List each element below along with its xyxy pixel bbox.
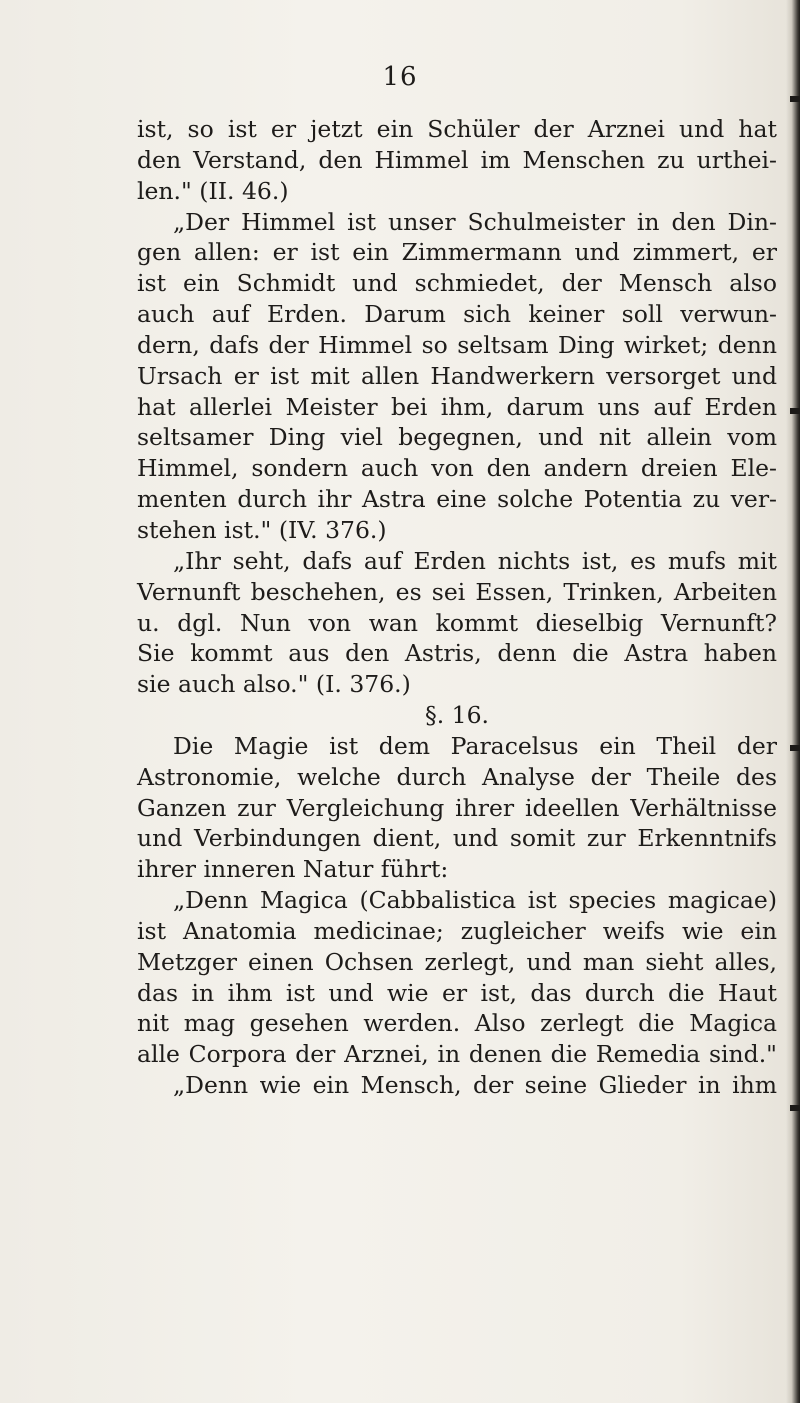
text-line: hat allerlei Meister bei ihm, darum uns auf Erden [137, 392, 777, 421]
text-line: „Ihr seht, dafs auf Erden nichts ist, es mufs mit [173, 546, 777, 575]
body-text [137, 114, 777, 1101]
page-number: 16 [382, 62, 418, 92]
page-edge-mark [790, 745, 800, 751]
text-line: Sie kommt aus den Astris, denn die Astra haben [137, 639, 777, 668]
text-line: Vernunft beschehen, es sei Essen, Trinken, Arbeiten [137, 577, 777, 606]
text-line: ist Anatomia medicinae; zugleicher weifs wie ein [137, 916, 777, 945]
text-line: „Der Himmel ist unser Schulmeister in den Din- [173, 207, 777, 236]
text-line: „Denn wie ein Mensch, der seine Glieder in ihm [173, 1071, 777, 1100]
text-line: auch auf Erden. Darum sich keiner soll verwun- [137, 300, 777, 329]
text-line: Ursach er ist mit allen Handwerkern versorget und [137, 361, 777, 390]
page-edge-mark [790, 1105, 800, 1111]
text-line: ist ein Schmidt und schmiedet, der Mensch also [137, 269, 777, 298]
page-edge-mark [790, 408, 800, 414]
text-line: dern, dafs der Himmel so seltsam Ding wirket; denn [137, 330, 777, 359]
text-line: len." (II. 46.) [137, 176, 289, 205]
page-edge-mark [790, 96, 800, 102]
section-heading: §. 16. [424, 701, 490, 730]
text-line: den Verstand, den Himmel im Menschen zu urthei- [137, 145, 777, 174]
text-line: sie auch also." (I. 376.) [137, 670, 411, 699]
text-line: und Verbindungen dient, und somit zur Erkenntnifs [137, 824, 777, 853]
page-edge-shadow [786, 0, 800, 1403]
text-line: ihrer inneren Natur führt: [137, 855, 449, 884]
text-line: gen allen: er ist ein Zimmermann und zimmert, er [137, 238, 777, 267]
text-line: stehen ist." (IV. 376.) [137, 515, 387, 544]
text-line: Die Magie ist dem Paracelsus ein Theil der [173, 731, 777, 760]
text-line: seltsamer Ding viel begegnen, und nit allein vom [137, 423, 777, 452]
text-line: ist, so ist er jetzt ein Schüler der Arznei und hat [137, 115, 777, 143]
text-line: Metzger einen Ochsen zerlegt, und man sieht alles, [137, 947, 777, 976]
text-line: nit mag gesehen werden. Also zerlegt die Magica [137, 1009, 777, 1038]
text-line: menten durch ihr Astra eine solche Potentia zu ver- [137, 485, 777, 514]
text-line: „Denn Magica (Cabbalistica ist species magicae) [173, 886, 777, 915]
text-line: das in ihm ist und wie er ist, das durch die Haut [137, 978, 777, 1007]
text-line: Ganzen zur Vergleichung ihrer ideellen Verhältnisse [137, 793, 777, 822]
text-line: Astronomie, welche durch Analyse der Theile des [137, 762, 777, 791]
text-line: alle Corpora der Arznei, in denen die Remedia sind." [137, 1040, 777, 1069]
text-line: u. dgl. Nun von wan kommt dieselbig Vernunft? [137, 608, 777, 637]
text-line: Himmel, sondern auch von den andern dreien Ele- [137, 454, 777, 483]
